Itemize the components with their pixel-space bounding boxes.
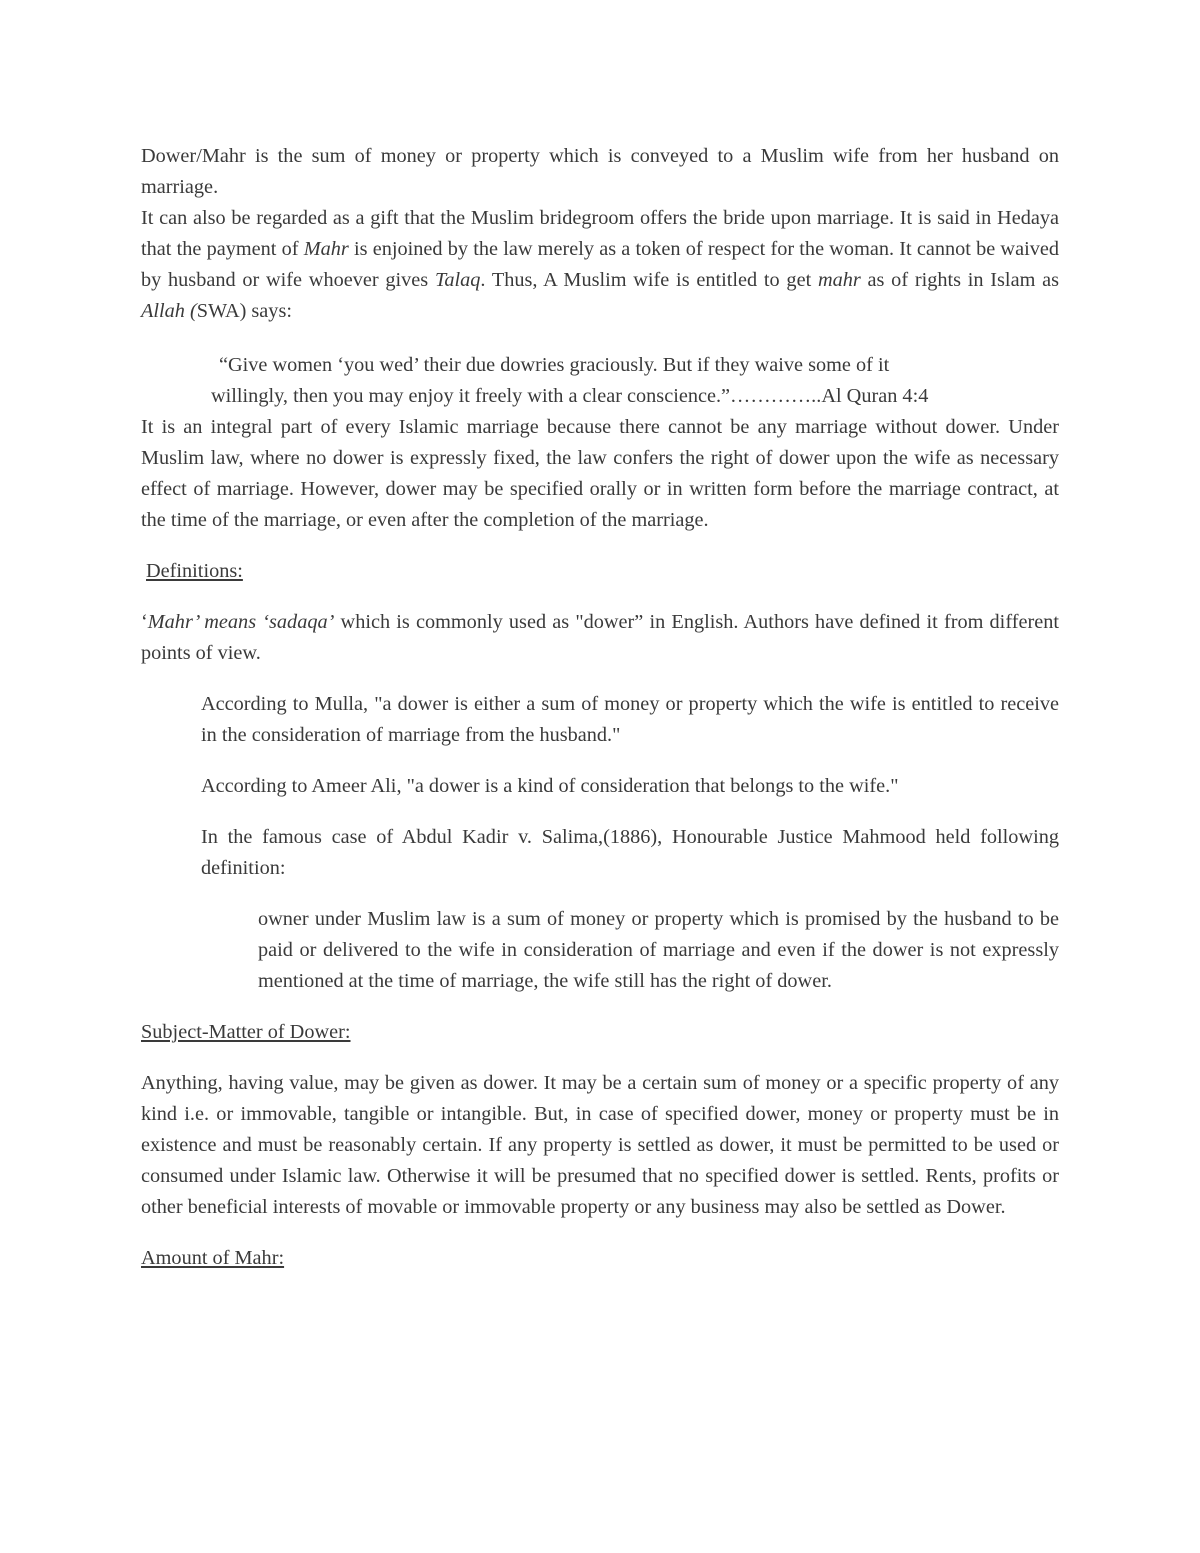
definitions-quote-mark: ‘: [141, 611, 148, 633]
subject-matter-paragraph: Anything, having value, may be given as dower. It may be a certain sum of money or a specific property of any kind i.e. or immovable, tangible or intangible. But, in case of specified dower, money or property must be in existence and must be reasonably certain. If any property is settled as dower, it must be permitted to be used or consumed under Islamic law. Otherwise it will be presumed that no specified dower is settled. Rents, profits or other beneficial interests of movable or immovable property or any business may also be settled as Dower.: [141, 1072, 1059, 1218]
talaq-term: Talaq: [434, 269, 481, 291]
definitions-intro: [141, 607, 1059, 669]
spacer: [141, 802, 1059, 822]
mahr-term-2: mahr: [817, 269, 861, 291]
quote-line-1: “Give women ‘you wed’ their due dowries graciously. But if they waive some of it: [219, 354, 890, 376]
intro-paragraph: Dower/Mahr is the sum of money or property which is conveyed to a Muslim wife from her husband on marriage.: [141, 145, 1059, 198]
spacer: [141, 536, 1059, 556]
document-page: [141, 141, 1059, 1274]
definitions-italic: Mahr’ means ‘sadaqa’: [147, 611, 335, 633]
allah-term: Allah (: [141, 300, 197, 322]
gift-paragraph: [141, 203, 1059, 327]
spacer: [141, 1048, 1059, 1068]
definitions-heading: Definitions:: [146, 560, 243, 582]
case-quote: owner under Muslim law is a sum of money or property which is promised by the husband to be paid or delivered to the wife in consideration of marriage and even if the dower is not expressly mentioned at the time of marriage, the wife still has the right of dower.: [258, 908, 1059, 992]
spacer: [141, 997, 1059, 1017]
gift-text-b: is enjoined by the law merely as a token of respect for the woman. It cannot be waived by husband or wife whoever gives: [141, 238, 1059, 291]
quote-line-2: willingly, then you may enjoy it freely with a clear conscience.”…………..Al Quran 4:4: [211, 385, 929, 407]
spacer: [141, 587, 1059, 607]
gift-text-d: as of rights in Islam as: [860, 269, 1059, 291]
mulla-definition: According to Mulla, "a dower is either a sum of money or property which the wife is entitled to receive in the consideration of marriage from the husband.": [201, 693, 1059, 746]
amount-heading: Amount of Mahr:: [141, 1247, 285, 1269]
spacer: [141, 1223, 1059, 1243]
spacer: [141, 751, 1059, 771]
gift-text-c: . Thus, A Muslim wife is entitled to get: [480, 269, 818, 291]
subject-matter-heading: Subject-Matter of Dower:: [141, 1021, 351, 1043]
gift-text-a: It can also be regarded as a gift that the Muslim bridegroom offers the bride upon marriage. It is said in Hedaya that the payment of: [141, 207, 1059, 260]
spacer: [141, 884, 1059, 904]
quran-quote: [211, 350, 1059, 412]
ameer-ali-definition: According to Ameer Ali, "a dower is a kind of consideration that belongs to the wife.": [201, 775, 899, 797]
gift-text-e: SWA) says:: [196, 300, 292, 322]
case-definition: In the famous case of Abdul Kadir v. Salima,(1886), Honourable Justice Mahmood held following definition:: [201, 826, 1059, 879]
integral-paragraph: It is an integral part of every Islamic marriage because there cannot be any marriage without dower. Under Muslim law, where no dower is expressly fixed, the law confers the right of dower upon the wife as necessary effect of marriage. However, dower may be specified orally or in written form before the marriage contract, at the time of the marriage, or even after the completion of the marriage.: [141, 416, 1059, 531]
mahr-term: Mahr: [303, 238, 349, 260]
definitions-intro-rest: which is commonly used as "dower” in English. Authors have defined it from different points of view.: [141, 611, 1059, 664]
spacer: [141, 669, 1059, 689]
spacer: [141, 327, 1059, 350]
